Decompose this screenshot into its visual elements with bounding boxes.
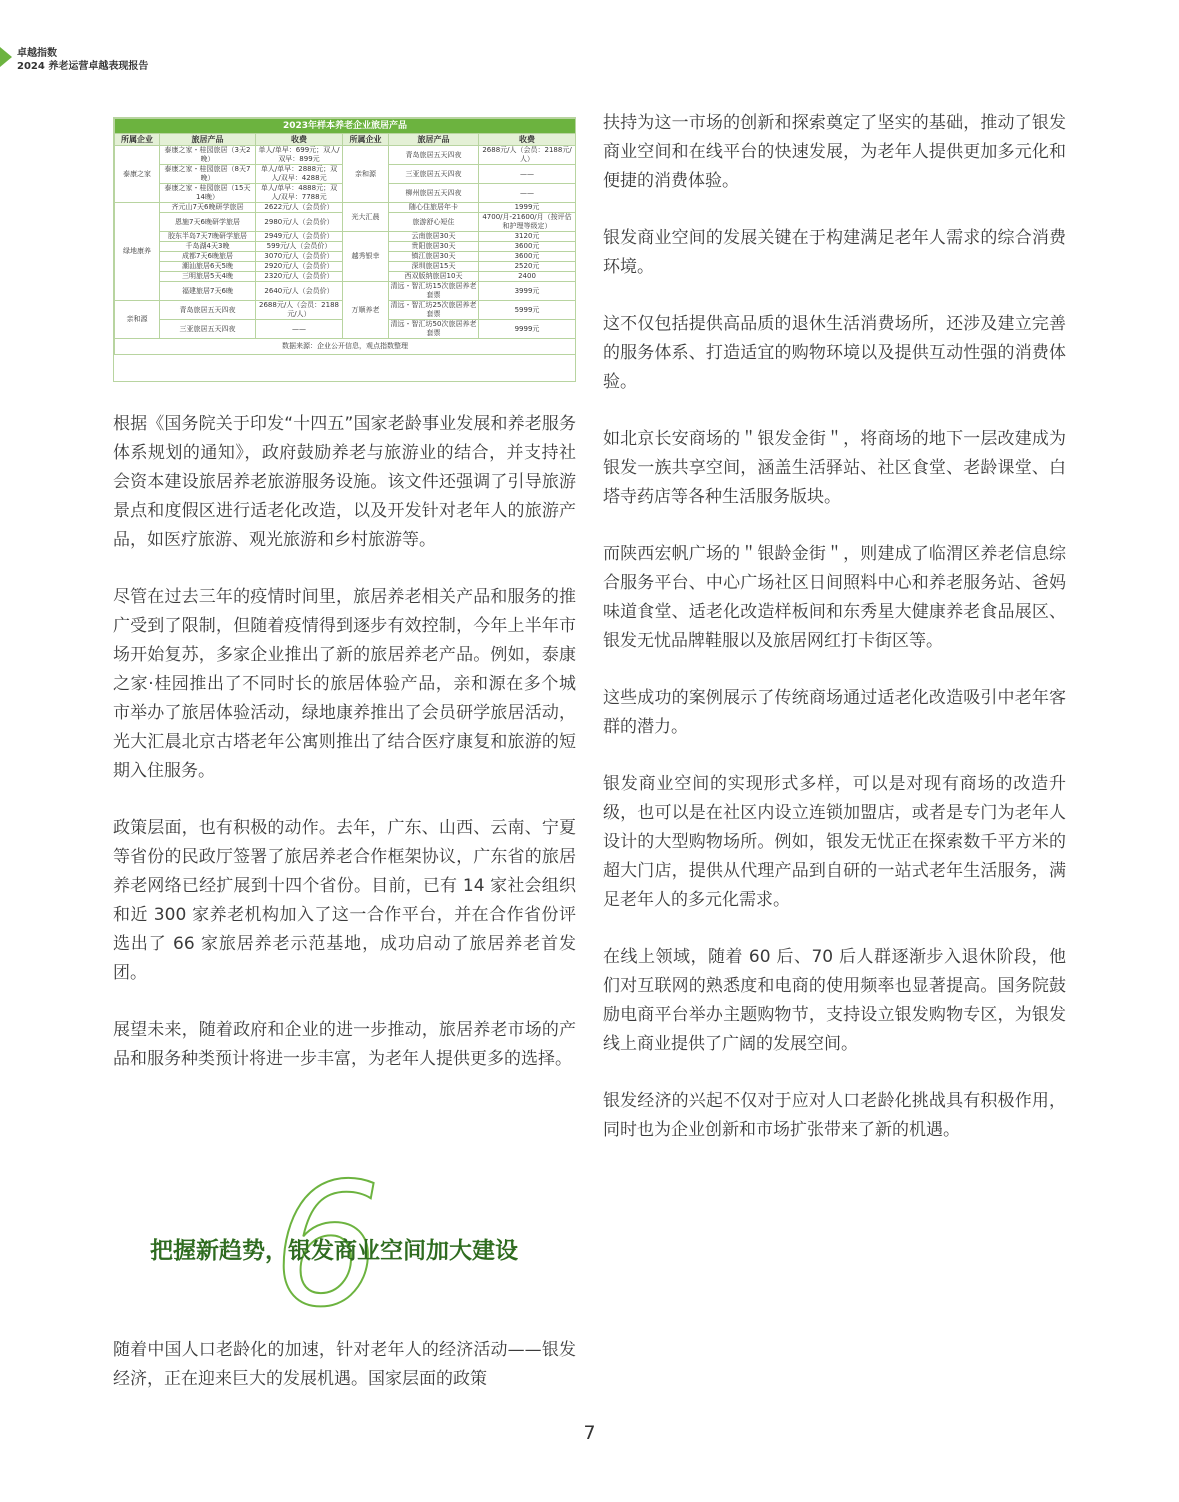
product-cell: 潮汕旅居6天5晚 xyxy=(160,262,256,272)
price-cell: 2400 xyxy=(479,272,576,282)
price-cell: —— xyxy=(256,320,343,339)
table-title: 2023年样本养老企业旅居产品 xyxy=(115,119,576,134)
price-cell: 单人/单早：4888元；双人/双早：7788元 xyxy=(256,184,343,203)
product-cell: 清远・智汇坊15次旅居养老套票 xyxy=(389,282,479,301)
company-cell: 绿地康养 xyxy=(115,203,160,301)
product-cell: 柳州旅居五天四夜 xyxy=(389,184,479,203)
product-cell: 福建旅居7天6晚 xyxy=(160,282,256,301)
company-cell: 泰康之家 xyxy=(115,146,160,203)
paragraph: 在线上领域，随着 60 后、70 后人群逐渐步入退休阶段，他们对互联网的熟悉度和电商的使用频率也显著提高。国务院鼓励电商平台举办主题购物节，支持设立银发购物专区，为银发线上商业提供了广阔的发展空间。 xyxy=(603,947,1066,1054)
col-header: 旅居产品 xyxy=(160,134,256,146)
price-cell: 3070元/人（会员价） xyxy=(256,252,343,262)
price-cell: —— xyxy=(479,184,576,203)
header-report-title: 2024 养老运营卓越表现报告 xyxy=(17,61,149,72)
paragraph: 尽管在过去三年的疫情时间里，旅居养老相关产品和服务的推广受到了限制，但随着疫情得到逐步有效控制，今年上半年市场开始复苏，多家企业推出了新的旅居养老产品。例如，泰康之家·桂园推出了不同时长的旅居体验产品，亲和源在多个城市举办了旅居体验活动，绿地康养推出了会员研学旅居活动，光大汇晨北京古塔老年公寓则推出了结合医疗康复和旅游的短期入住服务。 xyxy=(113,587,576,781)
product-cell: 深圳旅居15天 xyxy=(389,262,479,272)
paragraph: 银发商业空间的实现形式多样，可以是对现有商场的改造升级，也可以是在社区内设立连锁加盟店，或者是专门为老年人设计的大型购物场所。例如，银发无忧正在探索数千平方米的超大门店，提供从代理产品到自研的一站式老年生活服务，满足老年人的多元化需求。 xyxy=(603,774,1066,910)
price-cell: 单人/单早：2888元；双人/双早：4288元 xyxy=(256,165,343,184)
price-cell: 3120元 xyxy=(479,232,576,242)
product-cell: 泰康之家・桂园旅居（15天14晚） xyxy=(160,184,256,203)
product-cell: 胶东半岛7天7晚研学旅居 xyxy=(160,232,256,242)
right-column xyxy=(603,109,1066,1173)
price-cell: 2980元/人（会员价） xyxy=(256,213,343,232)
paragraph: 这不仅包括提供高品质的退休生活消费场所，还涉及建立完善的服务体系、打造适宜的购物环境以及提供互动性强的消费体验。 xyxy=(603,314,1066,392)
paragraph: 银发经济的兴起不仅对于应对人口老龄化挑战具有积极作用，同时也为企业创新和市场扩张带来了新的机遇。 xyxy=(603,1091,1066,1140)
paragraph: 银发商业空间的发展关键在于构建满足老年人需求的综合消费环境。 xyxy=(603,228,1066,277)
paragraph: 政策层面，也有积极的动作。去年，广东、山西、云南、宁夏等省份的民政厅签署了旅居养老合作框架协议，广东省的旅居养老网络已经扩展到十四个省份。目前，已有 14 家社会组织和近 300 家养老机构加入了这一合作平台，并在合作省份评选出了 66 家旅居养老示范基地，成功启动了旅居养老首发团。 xyxy=(113,818,576,983)
section-title: 把握新趋势，银发商业空间加大建设 xyxy=(150,1238,518,1264)
price-cell: 单人/单早：699元；双人/双早：899元 xyxy=(256,146,343,165)
product-cell: 随心住旅居年卡 xyxy=(389,203,479,213)
price-cell: —— xyxy=(479,165,576,184)
table-header-row xyxy=(115,134,576,146)
price-cell: 3999元 xyxy=(479,282,576,301)
product-cell: 清远・智汇坊25次旅居养老套票 xyxy=(389,301,479,320)
price-cell: 9999元 xyxy=(479,320,576,339)
product-cell: 恩施7天6晚研学旅居 xyxy=(160,213,256,232)
table-source-note: 数据来源：企业公开信息，观点指数整理 xyxy=(115,339,576,355)
paragraph: 随着中国人口老龄化的加速，针对老年人的经济活动——银发经济，正在迎来巨大的发展机遇。国家层面的政策 xyxy=(113,1340,576,1389)
section-number: 6 xyxy=(273,1172,382,1312)
price-cell: 1999元 xyxy=(479,203,576,213)
header-brand: 卓越指数 xyxy=(17,48,57,59)
col-header: 收费 xyxy=(479,134,576,146)
company-cell: 亲和源 xyxy=(343,146,389,203)
col-header: 所属企业 xyxy=(115,134,160,146)
col-header: 收费 xyxy=(256,134,343,146)
paragraph: 扶持为这一市场的创新和探索奠定了坚实的基础，推动了银发商业空间和在线平台的快速发展，为老年人提供更加多元化和便捷的消费体验。 xyxy=(603,113,1066,191)
paragraph: 而陕西宏帆广场的＂银龄金街＂，则建成了临渭区养老信息综合服务平台、中心广场社区日间照料中心和养老服务站、爸妈味道食堂、适老化改造样板间和东秀星大健康养老食品展区、银发无忧品牌鞋服以及旅居网红打卡街区等。 xyxy=(603,544,1066,651)
product-cell: 齐元山7天6晚研学旅居 xyxy=(160,203,256,213)
product-cell: 青岛旅居五天四夜 xyxy=(160,301,256,320)
price-cell: 4700/月-21600/月（按评估和护理等级定） xyxy=(479,213,576,232)
table-row xyxy=(115,282,576,301)
col-header: 所属企业 xyxy=(343,134,389,146)
left-column xyxy=(113,410,576,1102)
product-cell: 成都7天6晚旅居 xyxy=(160,252,256,262)
price-cell: 2949元/人（会员价） xyxy=(256,232,343,242)
product-cell: 旅游舒心短住 xyxy=(389,213,479,232)
product-cell: 三亚旅居五天四夜 xyxy=(389,165,479,184)
paragraph: 如北京长安商场的＂银发金街＂，将商场的地下一层改建成为银发一族共享空间，涵盖生活驿站、社区食堂、老龄课堂、白塔寺药店等各种生活服务版块。 xyxy=(603,429,1066,507)
price-cell: 3600元 xyxy=(479,242,576,252)
price-cell: 2688元/人（会员：2188元/人） xyxy=(479,146,576,165)
product-cell: 泰康之家・桂园旅居（8天7晚） xyxy=(160,165,256,184)
product-cell: 云南旅居30天 xyxy=(389,232,479,242)
price-cell: 2640元/人（会员价） xyxy=(256,282,343,301)
company-cell: 亲和源 xyxy=(115,301,160,339)
brand-arrow-icon xyxy=(0,47,12,67)
company-cell: 越秀银幸 xyxy=(343,232,389,282)
paragraph: 根据《国务院关于印发“十四五”国家老龄事业发展和养老服务体系规划的通知》，政府鼓励养老与旅游业的结合，并支持社会资本建设旅居养老旅游服务设施。该文件还强调了引导旅游景点和度假区进行适老化改造，以及开发针对老年人的旅游产品，如医疗旅游、观光旅游和乡村旅游等。 xyxy=(113,414,576,550)
product-cell: 三明旅居5天4晚 xyxy=(160,272,256,282)
paragraph: 这些成功的案例展示了传统商场通过适老化改造吸引中老年客群的潜力。 xyxy=(603,688,1066,737)
company-cell: 光大汇晨 xyxy=(343,203,389,232)
product-cell: 镇江旅居30天 xyxy=(389,252,479,262)
col-header: 旅居产品 xyxy=(389,134,479,146)
price-cell: 2688元/人（会员：2188元/人） xyxy=(256,301,343,320)
product-cell: 泰康之家・桂园旅居（3天2晚） xyxy=(160,146,256,165)
table-row xyxy=(115,232,576,242)
price-cell: 2320元/人（会员价） xyxy=(256,272,343,282)
product-cell: 清远・智汇坊50次旅居养老套票 xyxy=(389,320,479,339)
page-number: 7 xyxy=(583,1422,596,1444)
price-cell: 599元/人（会员价） xyxy=(256,242,343,252)
product-cell: 千岛湖4天3晚 xyxy=(160,242,256,252)
product-cell: 西双版纳旅居10天 xyxy=(389,272,479,282)
product-cell: 贵阳旅居30天 xyxy=(389,242,479,252)
product-cell: 青岛旅居五天四夜 xyxy=(389,146,479,165)
company-cell: 万顺养老 xyxy=(343,282,389,339)
travel-products-table xyxy=(113,117,576,382)
price-cell: 2520元 xyxy=(479,262,576,272)
paragraph: 展望未来，随着政府和企业的进一步推动，旅居养老市场的产品和服务种类预计将进一步丰富，为老年人提供更多的选择。 xyxy=(113,1020,576,1069)
price-cell: 2920元/人（会员价） xyxy=(256,262,343,272)
price-cell: 2622元/人（会员价） xyxy=(256,203,343,213)
price-cell: 3600元 xyxy=(479,252,576,262)
product-cell: 三亚旅居五天四夜 xyxy=(160,320,256,339)
table-row xyxy=(115,203,576,213)
price-cell: 5999元 xyxy=(479,301,576,320)
section-heading xyxy=(113,1172,576,1312)
